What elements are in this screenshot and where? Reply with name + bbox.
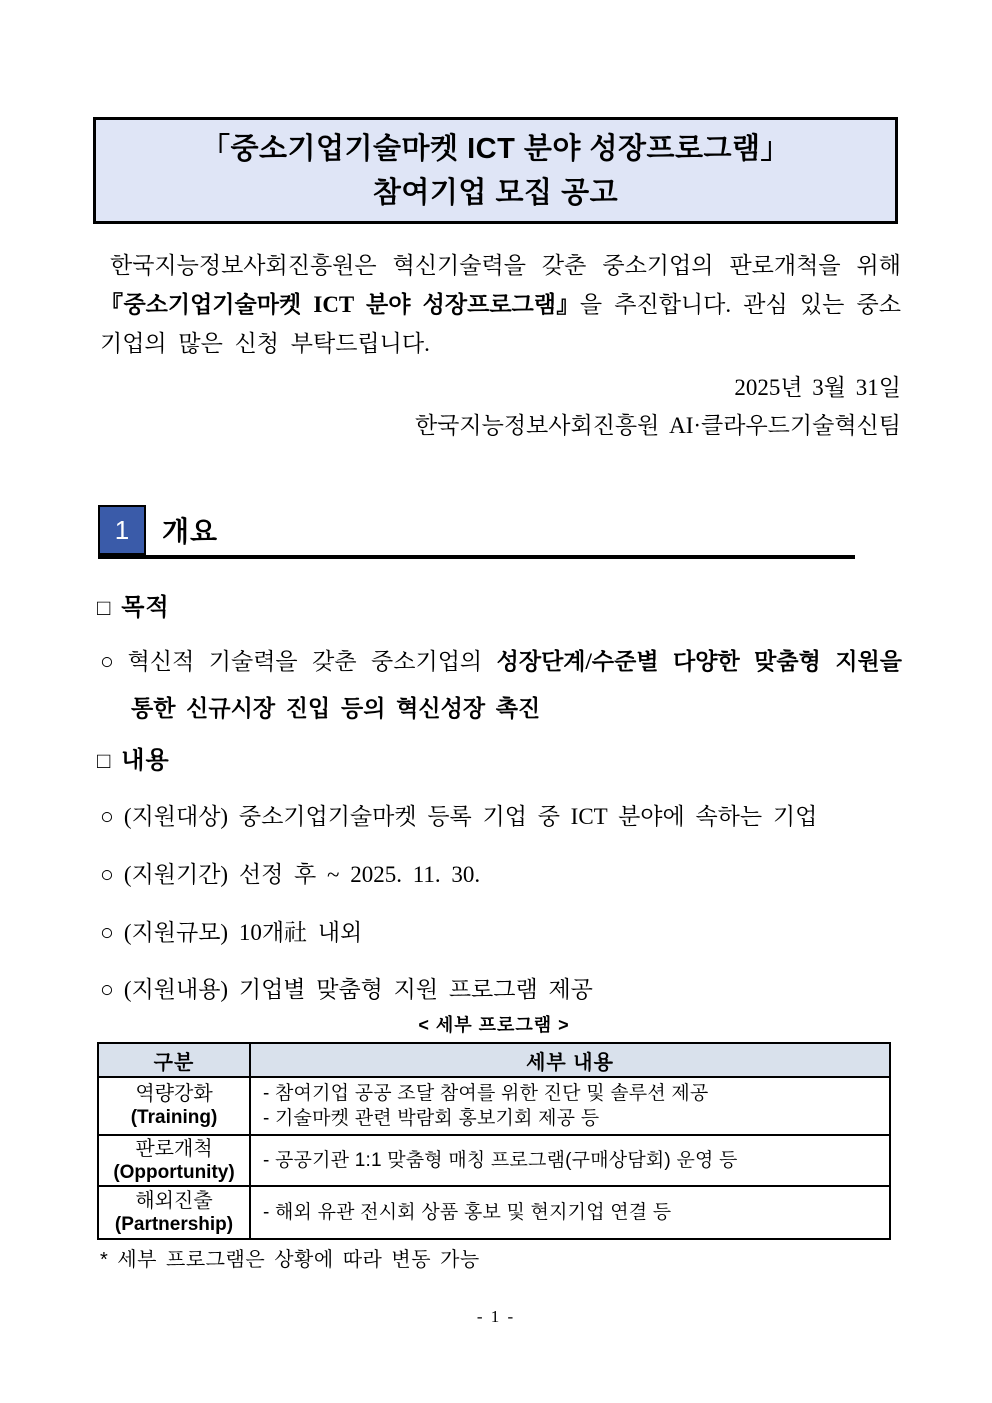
intro-program-name: 『중소기업기술마켓 ICT 분야 성장프로그램』 — [100, 292, 580, 317]
table-caption: < 세부 프로그램 > — [418, 1015, 570, 1035]
intro-text-post: 을 추진합니다. 관심 있는 중소기업의 많은 신청 부탁드립니다. — [100, 292, 901, 356]
notice-title-line1: 「중소기업기술마켓 ICT 분야 성장프로그램」 — [200, 132, 791, 165]
details-cell — [250, 1135, 890, 1186]
content-bullet-target — [100, 793, 902, 840]
content-bullet-text: (지원기간) 선정 후 ~ 2025. 11. 30. — [123, 862, 481, 887]
category-cell — [98, 1077, 250, 1135]
purpose-text-bold: 성장단계/수준별 다양한 맞춤형 지원을 통한 신규시장 진입 등의 혁신성장 촉진 — [131, 649, 902, 721]
circle-bullet-icon: ○ — [100, 649, 118, 674]
category-korean: 해외진출 — [135, 1189, 213, 1212]
detail-line: - 공공기관 1:1 맞춤형 매칭 프로그램(구매상담회) 운영 등 — [263, 1150, 738, 1171]
section-title: 개요 — [162, 516, 219, 547]
content-bullet-text: (지원내용) 기업별 맞춤형 지원 프로그램 제공 — [123, 977, 593, 1002]
detail-line: - 참여기업 공공 조달 참여를 위한 진단 및 솔루션 제공 — [263, 1083, 709, 1104]
content-bullet-text: (지원대상) 중소기업기술마켓 등록 기업 중 ICT 분야에 속하는 기업 — [123, 804, 818, 829]
detail-line: - 기술마켓 관련 박람회 홍보기회 제공 등 — [263, 1108, 600, 1129]
org-team-line: 한국지능정보사회진흥원 AI·클라우드기술혁신팀 — [414, 413, 901, 438]
table-header-row — [98, 1043, 890, 1077]
intro-paragraph — [100, 246, 901, 363]
table-row-partnership — [98, 1186, 890, 1239]
purpose-heading — [97, 587, 170, 622]
program-table — [97, 1042, 891, 1240]
page-number: - 1 - — [476, 1307, 516, 1326]
date-block — [92, 369, 901, 445]
details-cell — [250, 1186, 890, 1239]
category-english: (Opportunity) — [113, 1161, 235, 1183]
details-cell — [250, 1077, 890, 1135]
category-korean: 판로개척 — [135, 1137, 213, 1160]
category-english: (Training) — [130, 1107, 218, 1128]
category-english: (Partnership) — [114, 1213, 234, 1235]
circle-bullet-icon: ○ — [100, 977, 114, 1002]
content-bullet-support — [100, 966, 902, 1013]
category-cell — [98, 1186, 250, 1239]
content-bullet-period — [100, 851, 902, 898]
content-bullet-scale — [100, 909, 902, 956]
table-header-details: 세부 내용 — [250, 1043, 890, 1077]
purpose-heading-label: 목적 — [121, 594, 170, 621]
section-underline — [98, 555, 855, 559]
content-bullet-text: (지원규모) 10개社 내외 — [123, 920, 363, 945]
notice-title-box — [93, 117, 898, 224]
date-line: 2025년 3월 31일 — [734, 375, 901, 400]
section-number-badge: 1 — [98, 505, 146, 555]
detail-line: - 해외 유관 전시회 상품 홍보 및 현지기업 연결 등 — [263, 1202, 672, 1223]
notice-title-line2: 참여기업 모집 공고 — [372, 176, 619, 209]
purpose-text-regular: 혁신적 기술력을 갖춘 중소기업의 — [127, 649, 497, 674]
table-header-category: 구분 — [98, 1043, 250, 1077]
table-row-opportunity — [98, 1135, 890, 1186]
circle-bullet-icon: ○ — [100, 804, 114, 829]
purpose-bullet — [100, 638, 902, 732]
content-heading — [97, 740, 170, 775]
category-cell — [98, 1135, 250, 1186]
category-korean: 역량강화 — [135, 1083, 213, 1105]
circle-bullet-icon: ○ — [100, 862, 114, 887]
content-heading-label: 내용 — [121, 747, 170, 774]
table-footnote: * 세부 프로그램은 상황에 따라 변동 가능 — [100, 1249, 480, 1271]
intro-text-pre: 한국지능정보사회진흥원은 혁신기술력을 갖춘 중소기업의 판로개척을 위해 — [110, 253, 901, 278]
square-bullet-icon: □ — [97, 595, 112, 620]
circle-bullet-icon: ○ — [100, 920, 114, 945]
table-row-training — [98, 1077, 890, 1135]
square-bullet-icon: □ — [97, 748, 112, 773]
